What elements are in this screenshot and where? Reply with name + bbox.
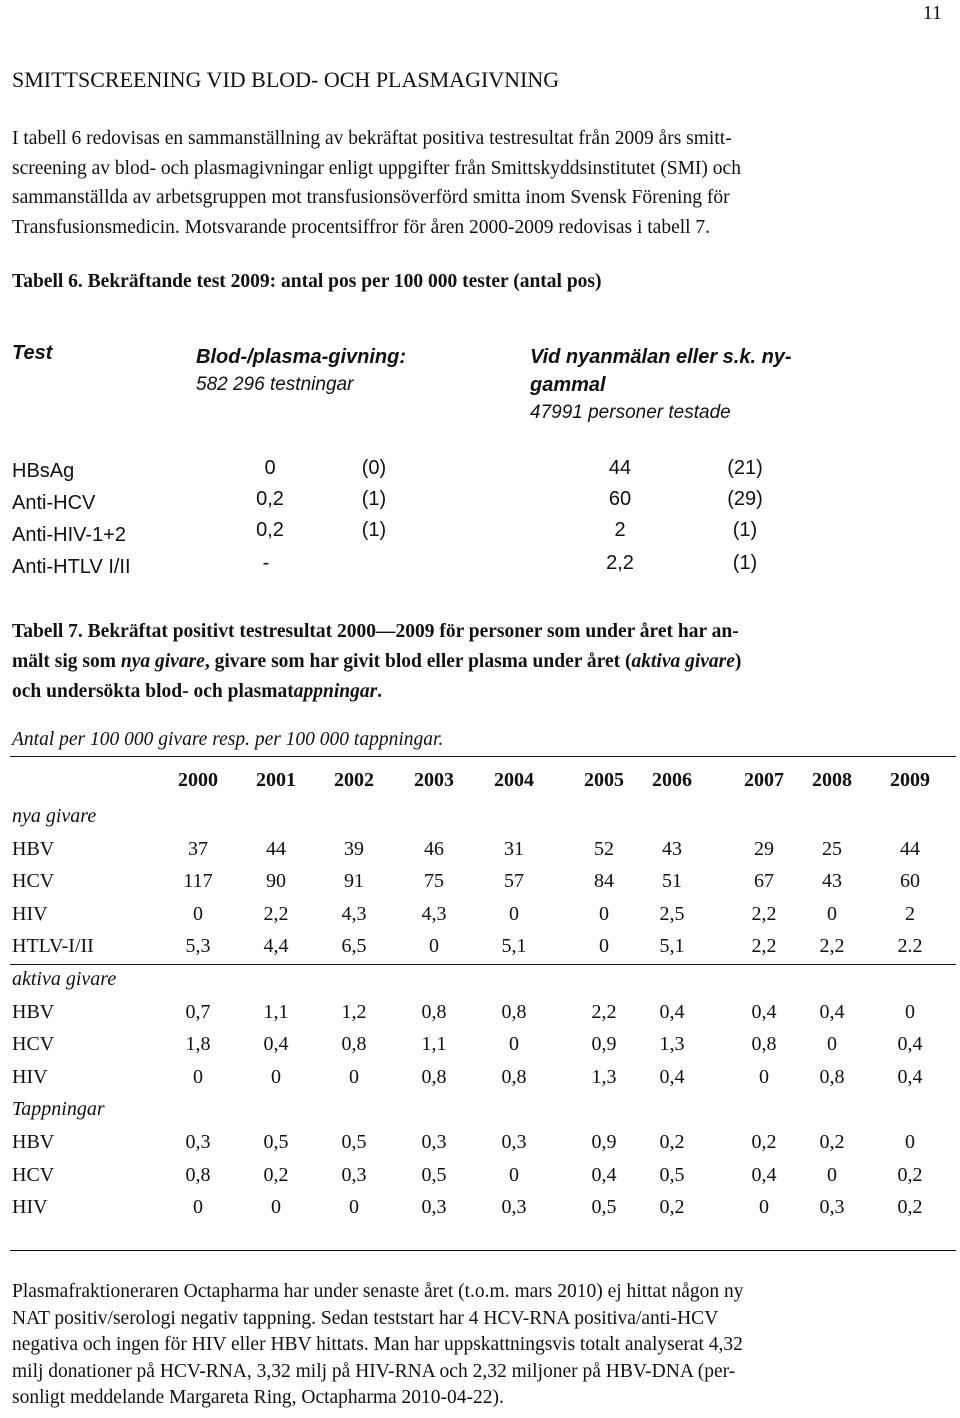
table6-count-donation: (1): [361, 488, 387, 510]
table7-cell: 0: [759, 1196, 769, 1219]
table6-test-name: Anti-HCV: [12, 492, 96, 514]
table7-cell: 1,3: [591, 1065, 617, 1088]
table7-cell: 4,3: [421, 902, 447, 925]
table7-cell: 0,2: [897, 1163, 923, 1186]
table6-header-donation-sub: 582 296 testningar: [196, 374, 354, 395]
table7-group-label: Tappningar: [12, 1098, 105, 1121]
table6-rate-new-donor: 2,2: [606, 552, 634, 574]
table7-cell: 44: [266, 837, 286, 860]
table7-cell: 0,8: [421, 1065, 447, 1088]
table6-caption: Tabell 6. Bekräftande test 2009: antal pos per 100 000 tester (antal pos): [12, 271, 602, 292]
table7-cell: 0,5: [659, 1163, 685, 1186]
table7-cell: 1,1: [421, 1033, 447, 1056]
table6-rate-new-donor: 44: [608, 457, 632, 479]
table7-cell: 1,2: [341, 1000, 367, 1023]
footnote-line: negativa och ingen för HIV eller HBV hittats. Man har uppskattningsvis totalt analyserat 4,32: [12, 1334, 743, 1355]
table7-cell: 2.2: [897, 935, 923, 958]
table7-unit-line: Antal per 100 000 givare resp. per 100 000 tappningar.: [12, 729, 444, 750]
table7-row-label: HCV: [12, 870, 55, 893]
table7-cell: 0: [509, 1163, 519, 1186]
table7-cell: 0,7: [185, 1000, 211, 1023]
table7-row-label: HBV: [12, 837, 55, 860]
table7-cell: 2,2: [751, 902, 777, 925]
caption-text: och undersökta blod- och plasmat: [12, 681, 294, 702]
table7-cell: 0: [193, 902, 203, 925]
table7-year-header: 2001: [256, 769, 296, 791]
table7-year-header: 2008: [812, 769, 852, 791]
table7-caption: [12, 617, 947, 707]
table7-year-header: 2006: [652, 769, 692, 791]
caption-text: , givare som har givit blod eller plasma under året (: [204, 651, 632, 672]
table7-cell: 60: [900, 870, 920, 893]
table7-cell: 0,8: [751, 1033, 777, 1056]
table7-cell: 0,4: [751, 1163, 777, 1186]
table7-year-header: 2009: [890, 769, 930, 791]
table7-cell: 0: [271, 1196, 281, 1219]
table7-cell: 91: [344, 870, 364, 893]
table7-cell: 44: [900, 837, 920, 860]
table7-cell: 0,4: [591, 1163, 617, 1186]
table7-bottom-rule: [10, 1250, 956, 1251]
table6-test-name: Anti-HIV-1+2: [12, 524, 126, 546]
table7-cell: 5,1: [501, 935, 527, 958]
table7-cell: 0,4: [751, 1000, 777, 1023]
footnote-line: Plasmafraktioneraren Octapharma har under senaste året (t.o.m. mars 2010) ej hittat någon ny: [12, 1281, 744, 1302]
table6-test-name: HBsAg: [12, 460, 75, 482]
intro-line: Transfusionsmedicin. Motsvarande procentsiffror för åren 2000-2009 redovisas i tabell 7.: [12, 216, 711, 238]
table7-cell: 67: [754, 870, 774, 893]
caption-italic-active-donors: aktiva givare: [631, 651, 735, 672]
table7-group-divider: [10, 964, 956, 965]
table7-cell: 0: [193, 1065, 203, 1088]
table7-cell: 25: [822, 837, 842, 860]
table6-rate-donation: 0,2: [256, 519, 284, 541]
footnote-line: sonligt meddelande Margareta Ring, Octapharma 2010-04-22).: [12, 1387, 504, 1408]
table7-cell: 0: [905, 1131, 915, 1153]
table6-count-new-donor: (21): [727, 457, 763, 479]
table7-cell: 0,3: [501, 1196, 527, 1219]
table7-cell: 0,4: [819, 1000, 845, 1023]
table7-cell: 2: [905, 902, 915, 925]
table7-cell: 0,3: [819, 1196, 845, 1219]
table7-cell: 0: [759, 1065, 769, 1088]
table7-cell: 6,5: [341, 935, 367, 958]
table7-cell: 0,3: [421, 1131, 447, 1153]
table7-cell: 5,1: [659, 935, 685, 958]
table7-caption-line: Tabell 7. Bekräftat positivt testresultat 2000—2009 för personer som under året har an-: [12, 621, 739, 642]
table7-cell: 39: [344, 837, 364, 860]
table7-row-label: HBV: [12, 1131, 55, 1153]
intro-line: sammanställda av arbetsgruppen mot transfusionsöverförd smitta inom Svensk Förening för: [12, 187, 730, 208]
table7-cell: 0: [429, 935, 439, 958]
table7-cell: 0,2: [819, 1131, 845, 1153]
caption-text: ): [734, 651, 742, 672]
table6-test-name: Anti-HTLV I/II: [12, 556, 131, 578]
table7-row-label: HCV: [12, 1163, 55, 1186]
table7-cell: 2,2: [819, 935, 845, 958]
page-number: 11: [922, 2, 942, 24]
table6-header-new-donor-2: gammal: [530, 374, 606, 396]
table7-cell: 0,2: [659, 1131, 685, 1153]
table7-cell: 0,4: [659, 1000, 685, 1023]
table7-year-header: 2007: [744, 769, 784, 791]
table7-cell: 46: [424, 837, 444, 860]
table7-cell: 0: [193, 1196, 203, 1219]
table6-count-donation: (0): [361, 457, 387, 479]
table7-cell: 0,5: [591, 1196, 617, 1219]
table7-cell: 75: [424, 870, 444, 893]
table7-cell: 0,5: [263, 1131, 289, 1153]
table7-cell: 0,9: [591, 1033, 617, 1056]
caption-italic-tappings: appningar: [293, 681, 378, 702]
table7-cell: 0,4: [897, 1065, 923, 1088]
table7-year-header: 2002: [334, 769, 374, 791]
table7-cell: 0: [271, 1065, 281, 1088]
table7-row-label: HIV: [12, 902, 48, 925]
table7-year-header: 2000: [178, 769, 218, 791]
table7-row-label: HTLV-I/II: [12, 935, 94, 958]
table6-count-donation: (1): [361, 519, 387, 541]
table7-cell: 117: [183, 870, 213, 893]
table7-cell: 0,8: [421, 1000, 447, 1023]
table7-cell: 2,2: [591, 1000, 617, 1023]
table7-cell: 0: [349, 1065, 359, 1088]
caption-italic-new-donors: nya givare: [120, 651, 205, 672]
table7-cell: 1,8: [185, 1033, 211, 1056]
table7-top-rule: [10, 756, 956, 757]
table7-cell: 0,3: [501, 1131, 527, 1153]
table7-cell: 0: [599, 902, 609, 925]
table7-cell: 0,2: [751, 1131, 777, 1153]
table7-row-label: HIV: [12, 1065, 48, 1088]
table7-cell: 0,5: [421, 1163, 447, 1186]
table6-rate-new-donor: 2: [614, 519, 626, 541]
table7-caption-line: [12, 647, 947, 677]
intro-line: screening av blod- och plasmagivningar enligt uppgifter från Smittskyddsinstitutet (SMI) och: [12, 157, 741, 179]
table7-cell: 37: [188, 837, 208, 860]
table7-cell: 0,3: [421, 1196, 447, 1219]
table6-rate-donation: -: [262, 552, 270, 574]
table7-cell: 0: [827, 902, 837, 925]
footnote-paragraph: [12, 1279, 947, 1412]
table7-group-label: nya givare: [12, 805, 97, 827]
table7-cell: 29: [754, 837, 774, 860]
table7-cell: 0,8: [501, 1000, 527, 1023]
table7-caption-line: [12, 677, 947, 707]
table7-cell: 0: [905, 1000, 915, 1023]
table6-count-new-donor: (29): [727, 488, 763, 510]
footnote-line: milj donationer på HCV-RNA, 3,32 milj på HIV-RNA och 2,32 miljoner på HBV-DNA (per-: [12, 1360, 736, 1382]
table7-row-label: HIV: [12, 1196, 48, 1219]
table7-cell: 0,4: [263, 1033, 289, 1056]
table6-rate-donation: 0,2: [256, 488, 284, 510]
table7-row-label: HCV: [12, 1033, 55, 1056]
table7-cell: 0: [827, 1163, 837, 1186]
table7-cell: 0,2: [659, 1196, 685, 1219]
footnote-line: NAT positiv/serologi negativ tappning. Sedan teststart har 4 HCV-RNA positiva/anti-HCV: [12, 1307, 719, 1329]
table7-cell: 1,3: [659, 1033, 685, 1056]
table7-cell: 57: [504, 870, 524, 893]
table7-cell: 52: [594, 837, 614, 860]
document-title: SMITTSCREENING VID BLOD- OCH PLASMAGIVNING: [12, 67, 560, 92]
table7-cell: 0,2: [263, 1163, 289, 1186]
table7-cell: 90: [266, 870, 286, 893]
table7-cell: 0,8: [501, 1065, 527, 1088]
table6-count-new-donor: (1): [732, 552, 758, 574]
table7-cell: 0: [509, 902, 519, 925]
table6-count-new-donor: (1): [732, 519, 758, 541]
table7-cell: 84: [594, 870, 614, 893]
table7-year-header: 2003: [414, 769, 454, 791]
table7-cell: 4,3: [341, 902, 367, 925]
table7-cell: 0,8: [341, 1033, 367, 1056]
table7-cell: 0: [509, 1033, 519, 1056]
caption-text: .: [377, 681, 383, 702]
table7-cell: 0,4: [897, 1033, 923, 1056]
table7-cell: 31: [504, 837, 524, 860]
intro-line: I tabell 6 redovisas en sammanställning av bekräftat positiva testresultat från 2009 års smitt-: [12, 128, 732, 149]
table7-cell: 2,2: [751, 935, 777, 958]
caption-text: mält sig som: [12, 651, 121, 672]
table7-cell: 0,3: [341, 1163, 367, 1186]
table7-year-header: 2004: [494, 769, 534, 791]
table7-cell: 0: [599, 935, 609, 958]
table7-cell: 2,2: [263, 902, 289, 925]
table6-rate-donation: 0: [264, 457, 276, 479]
table7-cell: 0,4: [659, 1065, 685, 1088]
table7-year-header: 2005: [584, 769, 624, 791]
table7-cell: 43: [662, 837, 682, 860]
table7-cell: 1,1: [263, 1000, 289, 1023]
table7-cell: 0,2: [897, 1196, 923, 1219]
table7-cell: 0: [827, 1033, 837, 1056]
table6-rate-new-donor: 60: [608, 488, 632, 510]
table7-cell: 0,8: [819, 1065, 845, 1088]
table7-cell: 43: [822, 870, 842, 893]
table6-header-new-donor: Vid nyanmälan eller s.k. ny-: [530, 346, 792, 368]
table7-cell: 5,3: [185, 935, 211, 958]
table6-header-new-donor-sub: 47991 personer testade: [530, 402, 731, 423]
table7-cell: 0: [349, 1196, 359, 1219]
table7-cell: 0,3: [185, 1131, 211, 1153]
table7-group-label: aktiva givare: [12, 968, 117, 990]
intro-paragraph: [12, 124, 942, 242]
table6-header-test: Test: [12, 342, 53, 364]
table7-cell: 0,5: [341, 1131, 367, 1153]
table7-cell: 2,5: [659, 902, 685, 925]
table7-cell: 51: [662, 870, 682, 893]
table7-cell: 0,8: [185, 1163, 211, 1186]
table7-row-label: HBV: [12, 1000, 55, 1023]
table6-header-donation: Blod-/plasma-givning:: [196, 346, 406, 368]
table7-cell: 4,4: [263, 935, 289, 958]
table7-cell: 0,9: [591, 1131, 617, 1153]
